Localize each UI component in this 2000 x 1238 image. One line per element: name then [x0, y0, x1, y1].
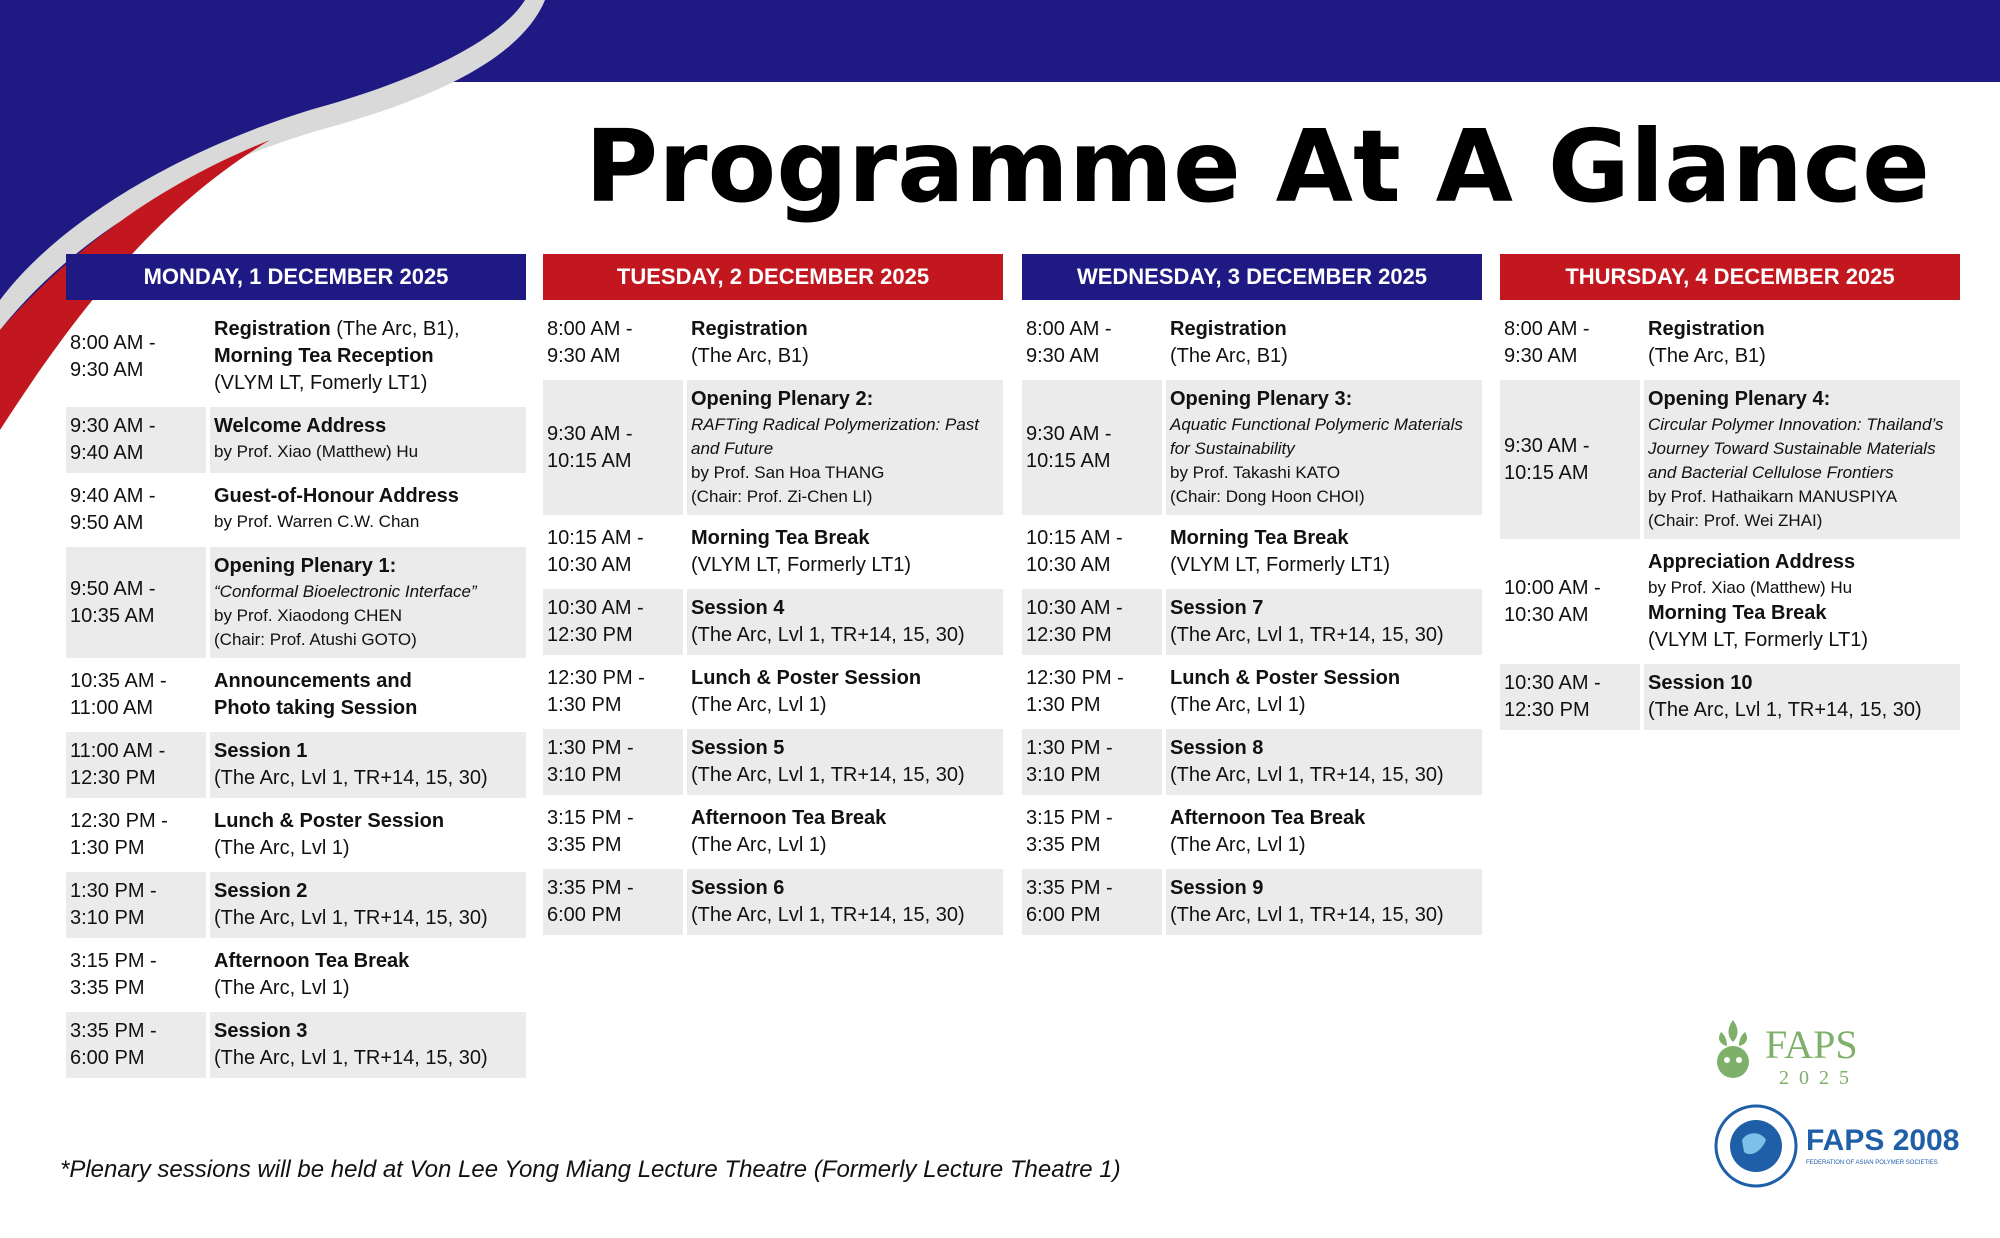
schedule-row	[1500, 310, 1960, 376]
time-slot: 9:40 AM - 9:50 AM	[70, 485, 156, 534]
schedule-row	[66, 1012, 526, 1078]
event-title: Afternoon Tea Break	[691, 807, 887, 829]
day-column	[543, 254, 1003, 939]
day-header: WEDNESDAY, 3 DECEMBER 2025	[1022, 254, 1482, 300]
faps-2025-logo	[1705, 1010, 1925, 1090]
chair: (Chair: Dong Hoon CHOI)	[1170, 487, 1365, 506]
event-title: Morning Tea Break	[1170, 527, 1349, 549]
time-slot: 3:15 PM - 3:35 PM	[70, 950, 157, 999]
event-title-secondary: Photo taking Session	[214, 697, 418, 719]
time-slot: 3:15 PM - 3:35 PM	[1026, 807, 1113, 856]
event-description	[1166, 729, 1482, 795]
speaker: by Prof. Takashi KATO	[1170, 463, 1341, 482]
schedule-row	[543, 729, 1003, 795]
time-slot: 3:35 PM - 6:00 PM	[543, 869, 683, 935]
event-description	[1166, 799, 1482, 865]
schedule-row	[543, 380, 1003, 515]
event-location: (VLYM LT, Formerly LT1)	[1648, 629, 1869, 651]
event-title: Announcements and	[214, 670, 412, 692]
event-location: (The Arc, B1),	[330, 318, 460, 340]
event-description	[210, 662, 526, 728]
schedule-row	[1022, 869, 1482, 935]
event-description	[687, 869, 1003, 935]
schedule-row	[1022, 519, 1482, 585]
event-description	[210, 872, 526, 938]
time-slot: 9:30 AM - 10:15 AM	[1500, 380, 1640, 539]
event-location: (The Arc, Lvl 1, TR+14, 15, 30)	[214, 767, 488, 789]
event-location: (The Arc, Lvl 1)	[214, 977, 350, 999]
event-location: (VLYM LT, Formerly LT1)	[1170, 554, 1391, 576]
event-location: (The Arc, B1)	[691, 345, 809, 367]
event-description	[1644, 380, 1960, 539]
schedule-row	[543, 310, 1003, 376]
event-title: Welcome Address	[214, 415, 387, 437]
event-title: Session 10	[1648, 672, 1753, 694]
event-description	[1644, 310, 1960, 376]
time-slot: 8:00 AM - 9:30 AM	[1504, 318, 1590, 367]
faps-2008-sub: FEDERATION OF ASIAN POLYMER SOCIETIES	[1806, 1160, 1938, 1166]
schedule-row	[543, 869, 1003, 935]
time-slot: 1:30 PM - 3:10 PM	[543, 729, 683, 795]
schedule-row	[66, 732, 526, 798]
event-description	[210, 310, 526, 403]
event-description	[687, 519, 1003, 585]
event-location: (VLYM LT, Formerly LT1)	[691, 554, 912, 576]
time-slot: 10:30 AM - 12:30 PM	[1022, 589, 1162, 655]
chair: (Chair: Prof. Wei ZHAI)	[1648, 511, 1823, 530]
event-title: Registration	[691, 318, 808, 340]
faps-2025-year: 2025	[1779, 1067, 1859, 1089]
event-location: (VLYM LT, Fomerly LT1)	[214, 372, 428, 394]
schedule-row	[543, 659, 1003, 725]
faps-2008-logo	[1712, 1100, 1960, 1192]
event-location: (The Arc, B1)	[1648, 345, 1766, 367]
event-title: Session 7	[1170, 597, 1264, 619]
event-location: (The Arc, Lvl 1)	[691, 694, 827, 716]
speaker: by Prof. Hathaikarn MANUSPIYA	[1648, 487, 1898, 506]
schedule-row	[1500, 380, 1960, 539]
event-title: Opening Plenary 3:	[1170, 388, 1353, 410]
schedule-row	[1022, 799, 1482, 865]
event-location: (The Arc, Lvl 1)	[691, 834, 827, 856]
plenary-topic: “Conformal Bioelectronic Interface”	[214, 582, 477, 601]
event-title: Session 9	[1170, 877, 1264, 899]
schedule-row	[543, 799, 1003, 865]
schedule-row	[1022, 659, 1482, 725]
speaker: by Prof. Warren C.W. Chan	[214, 512, 420, 531]
day-header: TUESDAY, 2 DECEMBER 2025	[543, 254, 1003, 300]
schedule-row	[66, 310, 526, 403]
event-description	[210, 1012, 526, 1078]
event-location: (The Arc, Lvl 1, TR+14, 15, 30)	[691, 904, 965, 926]
event-description	[687, 729, 1003, 795]
event-location: (The Arc, Lvl 1)	[214, 837, 350, 859]
event-location: (The Arc, Lvl 1, TR+14, 15, 30)	[1170, 904, 1444, 926]
event-location: (The Arc, Lvl 1, TR+14, 15, 30)	[214, 907, 488, 929]
schedule-row	[1022, 589, 1482, 655]
event-location: (The Arc, Lvl 1, TR+14, 15, 30)	[214, 1047, 488, 1069]
schedule-row	[1022, 380, 1482, 515]
event-title: Session 8	[1170, 737, 1264, 759]
speaker: by Prof. Xiao (Matthew) Hu	[214, 442, 419, 461]
time-slot: 9:30 AM - 10:15 AM	[543, 380, 683, 515]
speaker: by Prof. Xiaodong CHEN	[214, 606, 403, 625]
event-description	[210, 802, 526, 868]
day-column	[1500, 254, 1960, 734]
footnote: *Plenary sessions will be held at Von Lee Yong Miang Lecture Theatre (Formerly Lecture Theatre 1)	[60, 1156, 1121, 1183]
schedule-row	[1500, 543, 1960, 660]
event-title: Session 3	[214, 1020, 308, 1042]
time-slot: 3:35 PM - 6:00 PM	[66, 1012, 206, 1078]
event-title: Lunch & Poster Session	[691, 667, 922, 689]
time-slot: 8:00 AM - 9:30 AM	[70, 331, 156, 381]
time-slot: 12:30 PM - 1:30 PM	[70, 810, 168, 859]
event-description	[1644, 664, 1960, 730]
time-slot: 9:50 AM - 10:35 AM	[66, 547, 206, 658]
time-slot: 10:15 AM - 10:30 AM	[547, 527, 644, 576]
schedule-row	[66, 547, 526, 658]
time-slot: 10:15 AM - 10:30 AM	[1026, 527, 1123, 576]
time-slot: 9:30 AM - 10:15 AM	[1022, 380, 1162, 515]
time-slot: 12:30 PM - 1:30 PM	[1026, 667, 1124, 716]
event-description	[210, 732, 526, 798]
time-slot: 10:35 AM - 11:00 AM	[70, 670, 167, 719]
schedule-row	[66, 477, 526, 543]
event-description	[1166, 659, 1482, 725]
day-header: MONDAY, 1 DECEMBER 2025	[66, 254, 526, 300]
event-title: Afternoon Tea Break	[214, 950, 410, 972]
schedule-row	[66, 802, 526, 868]
event-title: Opening Plenary 1:	[214, 555, 397, 577]
event-location: (The Arc, Lvl 1, TR+14, 15, 30)	[1170, 764, 1444, 786]
event-description	[210, 477, 526, 543]
schedule-row	[66, 872, 526, 938]
event-location: (The Arc, Lvl 1, TR+14, 15, 30)	[691, 764, 965, 786]
time-slot: 3:15 PM - 3:35 PM	[547, 807, 634, 856]
event-location: (The Arc, B1)	[1170, 345, 1288, 367]
event-location: (The Arc, Lvl 1, TR+14, 15, 30)	[1170, 624, 1444, 646]
plenary-topic: RAFTing Radical Polymerization: Past and Future	[691, 415, 980, 458]
event-title-secondary: Morning Tea Reception	[214, 345, 434, 367]
event-description	[687, 659, 1003, 725]
event-title: Afternoon Tea Break	[1170, 807, 1366, 829]
event-description	[1166, 869, 1482, 935]
event-location: (The Arc, Lvl 1)	[1170, 694, 1306, 716]
event-title-secondary: Morning Tea Break	[1648, 602, 1827, 624]
schedule-row	[66, 942, 526, 1008]
schedule-row	[543, 589, 1003, 655]
speaker: by Prof. Xiao (Matthew) Hu	[1648, 578, 1853, 597]
event-description	[1166, 380, 1482, 515]
event-title: Registration	[214, 318, 331, 340]
day-column	[66, 254, 526, 1082]
plenary-topic: Circular Polymer Innovation: Thailand’s Journey Toward Sustainable Materials and Bacterial Cellulose Frontiers	[1648, 415, 1944, 482]
event-title: Session 1	[214, 740, 308, 762]
time-slot: 10:00 AM - 10:30 AM	[1504, 576, 1601, 626]
time-slot: 10:30 AM - 12:30 PM	[543, 589, 683, 655]
event-title: Session 2	[214, 880, 308, 902]
event-title: Opening Plenary 4:	[1648, 388, 1831, 410]
event-description	[687, 380, 1003, 515]
event-title: Registration	[1170, 318, 1287, 340]
page-title: Programme At A Glance	[584, 108, 1930, 225]
event-title: Session 4	[691, 597, 785, 619]
event-description	[687, 799, 1003, 865]
event-title: Morning Tea Break	[691, 527, 870, 549]
time-slot: 8:00 AM - 9:30 AM	[547, 318, 633, 367]
chair: (Chair: Prof. Atushi GOTO)	[214, 630, 417, 649]
event-title: Lunch & Poster Session	[214, 810, 445, 832]
event-description	[210, 407, 526, 473]
event-location: (The Arc, Lvl 1)	[1170, 834, 1306, 856]
time-slot: 12:30 PM - 1:30 PM	[547, 667, 645, 716]
faps-2025-name: FAPS	[1765, 1022, 1858, 1067]
time-slot: 3:35 PM - 6:00 PM	[1022, 869, 1162, 935]
time-slot: 1:30 PM - 3:10 PM	[1022, 729, 1162, 795]
event-description	[210, 942, 526, 1008]
event-title: Guest-of-Honour Address	[214, 485, 459, 507]
event-description	[687, 310, 1003, 376]
schedule-row	[1022, 310, 1482, 376]
day-header: THURSDAY, 4 DECEMBER 2025	[1500, 254, 1960, 300]
event-title: Lunch & Poster Session	[1170, 667, 1401, 689]
event-description	[1166, 310, 1482, 376]
time-slot: 8:00 AM - 9:30 AM	[1026, 318, 1112, 367]
event-description	[210, 547, 526, 658]
event-title: Session 6	[691, 877, 785, 899]
event-title: Session 5	[691, 737, 785, 759]
day-column	[1022, 254, 1482, 939]
event-description	[1166, 589, 1482, 655]
event-title: Opening Plenary 2:	[691, 388, 874, 410]
event-title: Appreciation Address	[1648, 551, 1856, 573]
event-title: Registration	[1648, 318, 1765, 340]
event-description	[1644, 543, 1960, 660]
event-description	[687, 589, 1003, 655]
speaker: by Prof. San Hoa THANG	[691, 463, 885, 482]
time-slot: 9:30 AM - 9:40 AM	[66, 407, 206, 473]
chair: (Chair: Prof. Zi-Chen LI)	[691, 487, 873, 506]
time-slot: 10:30 AM - 12:30 PM	[1500, 664, 1640, 730]
event-description	[1166, 519, 1482, 585]
schedule-row	[1022, 729, 1482, 795]
event-location: (The Arc, Lvl 1, TR+14, 15, 30)	[691, 624, 965, 646]
schedule-row	[543, 519, 1003, 585]
faps-2008-name: FAPS 2008	[1806, 1124, 1960, 1157]
time-slot: 11:00 AM - 12:30 PM	[66, 732, 206, 798]
plenary-topic: Aquatic Functional Polymeric Materials for Sustainability	[1170, 415, 1463, 458]
schedule-row	[1500, 664, 1960, 730]
event-location: (The Arc, Lvl 1, TR+14, 15, 30)	[1648, 699, 1922, 721]
time-slot: 1:30 PM - 3:10 PM	[66, 872, 206, 938]
schedule-row	[66, 407, 526, 473]
schedule-row	[66, 662, 526, 728]
